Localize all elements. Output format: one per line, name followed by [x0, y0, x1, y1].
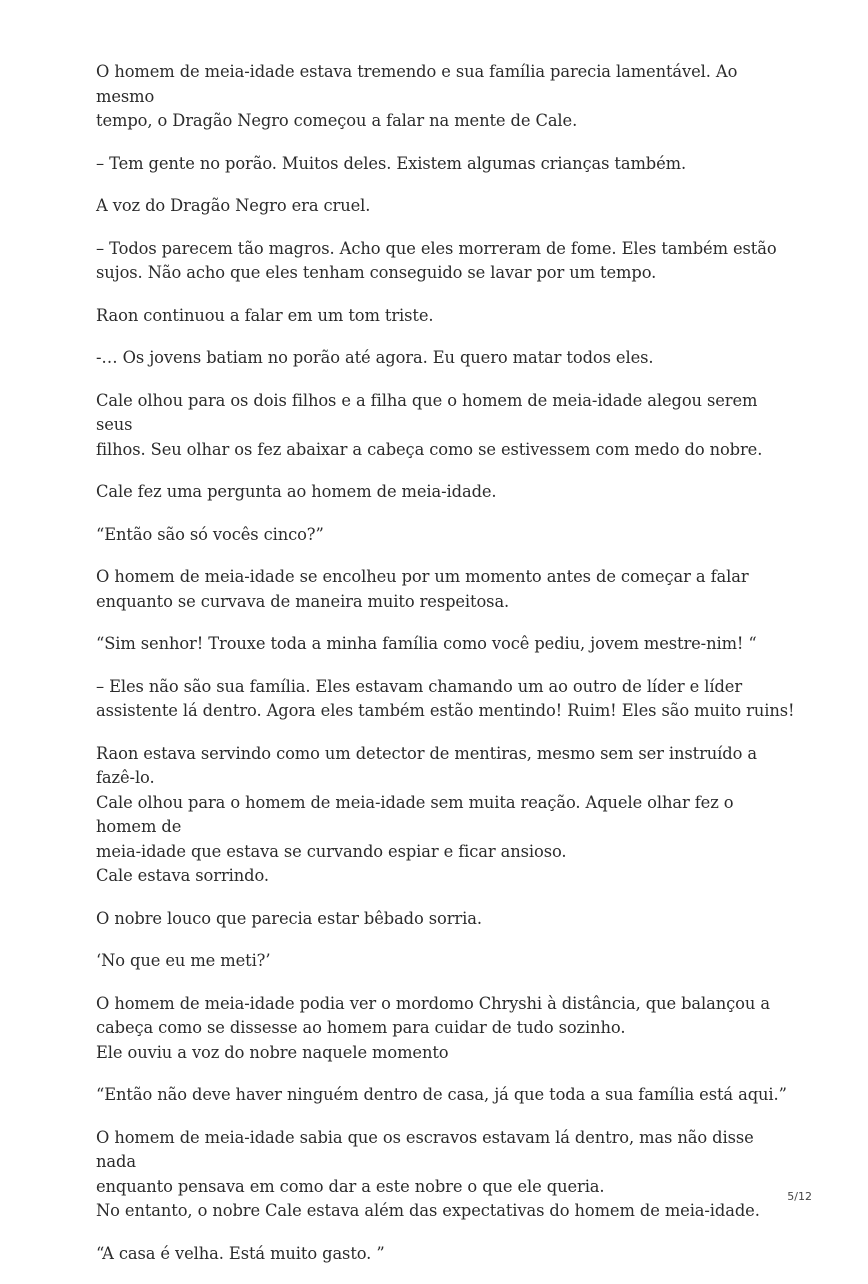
paragraph-1: O homem de meia-idade estava tremendo e sua família parecia lamentável. Ao mesmo tempo, o Dragão Negro começou a falar na mente de Cale.: [96, 62, 738, 130]
paragraph-18: O homem de meia-idade sabia que os escravos estavam lá dentro, mas não disse nada enquanto pensava em como dar a este nobre o que ele queria. No entanto, o nobre Cale estava além das expectativas do homem de meia-idade.: [96, 1127, 760, 1220]
paragraph-16: O homem de meia-idade podia ver o mordomo Chryshi à distância, que balançou a cabeça como se dissesse ao homem para cuidar de tudo sozinho. Ele ouviu a voz do nobre naquele momento: [96, 993, 770, 1062]
paragraph-9: “Então são só vocês cinco?”: [96, 524, 324, 544]
paragraph-2: – Tem gente no porão. Muitos deles. Existem algumas crianças também.: [96, 153, 687, 173]
paragraph-4: – Todos parecem tão magros. Acho que eles morreram de fome. Eles também estão sujos. Não acho que eles tenham conseguido se lavar por um tempo.: [96, 238, 777, 282]
page-number: 5/12: [787, 1190, 812, 1203]
paragraph-7: Cale olhou para os dois filhos e a filha que o homem de meia-idade alegou serem seus filhos. Seu olhar os fez abaixar a cabeça como se estivessem com medo do nobre.: [96, 390, 763, 459]
paragraph-13: Raon estava servindo como um detector de mentiras, mesmo sem ser instruído a fazê-lo. Cale olhou para o homem de meia-idade sem muita reação. Aquele olhar fez o homem de meia-idade que estava se curvando espiar e ficar ansioso. Cale estava sorrindo.: [96, 743, 757, 885]
paragraph-8: Cale fez uma pergunta ao homem de meia-idade.: [96, 482, 497, 501]
paragraph-17: “Então não deve haver ninguém dentro de casa, já que toda a sua família está aqui.”: [96, 1085, 787, 1104]
paragraph-3: A voz do Dragão Negro era cruel.: [96, 196, 371, 215]
paragraph-10: O homem de meia-idade se encolheu por um momento antes de começar a falar enquanto se curvava de maneira muito respeitosa.: [96, 567, 749, 611]
paragraph-5: Raon continuou a falar em um tom triste.: [96, 305, 434, 325]
paragraph-14: O nobre louco que parecia estar bêbado sorria.: [96, 908, 482, 928]
paragraph-19: “A casa é velha. Está muito gasto. ”: [96, 1243, 385, 1263]
paragraph-12: – Eles não são sua família. Eles estavam chamando um ao outro de líder e líder assistente lá dentro. Agora eles também estão mentindo! Ruim! Eles são muito ruins!: [96, 676, 795, 720]
paragraph-6: -… Os jovens batiam no porão até agora. Eu quero matar todos eles.: [96, 348, 654, 367]
paragraph-15: ‘No que eu me meti?’: [96, 951, 271, 970]
paragraph-11: “Sim senhor! Trouxe toda a minha família como você pediu, jovem mestre-nim! “: [96, 634, 757, 653]
document-body: [96, 60, 796, 1284]
